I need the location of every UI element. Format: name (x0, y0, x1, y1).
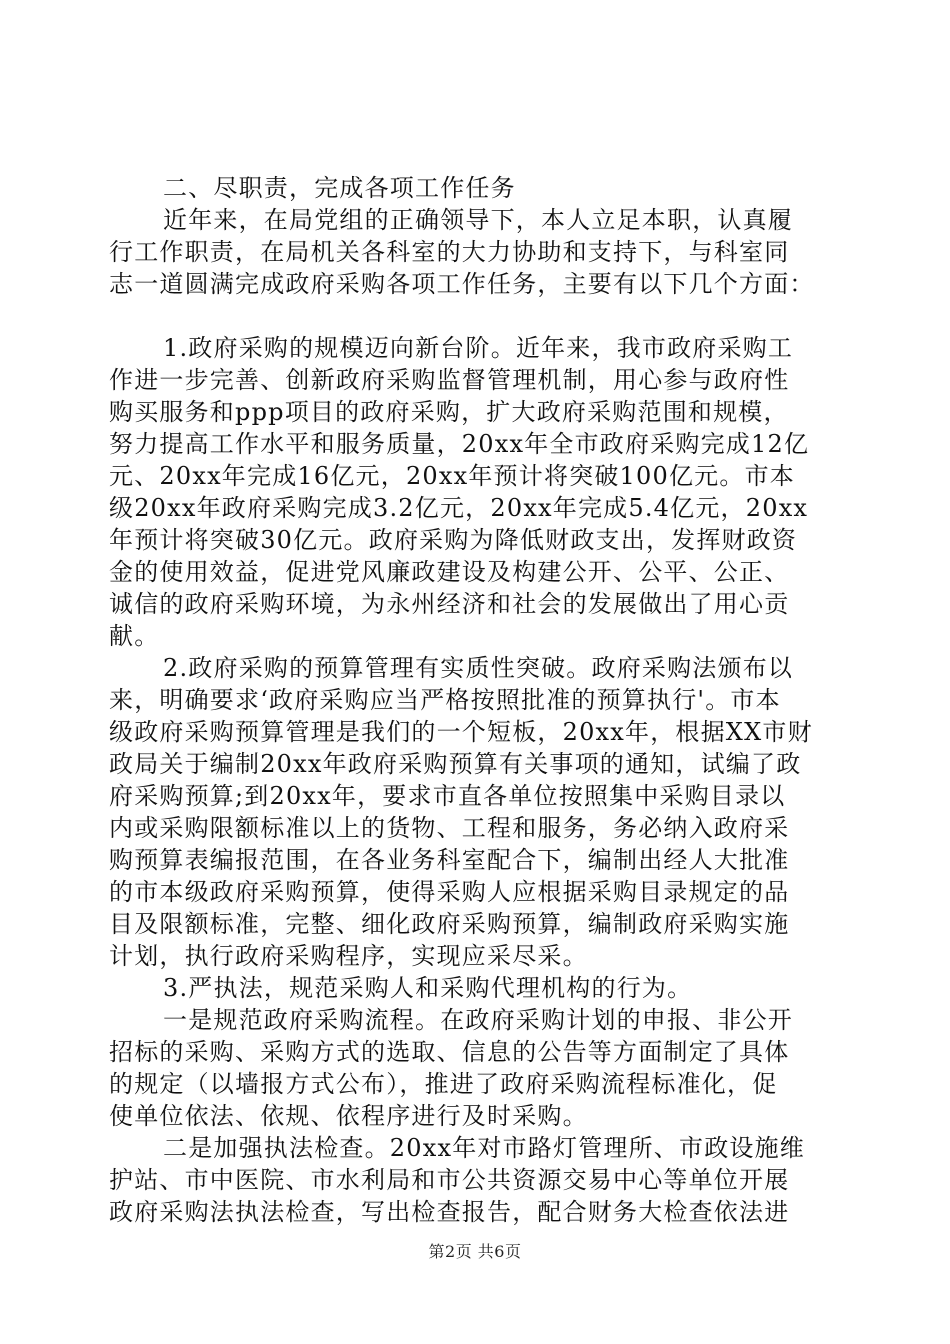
text-line: 元、20xx年完成16亿元，20xx年预计将突破100亿元。市本 (109, 462, 795, 490)
section-heading: 二、尽职责，完成各项工作任务 (163, 174, 516, 202)
text-line: 招标的采购、采购方式的选取、信息的公告等方面制定了具体 (109, 1038, 790, 1066)
document-body (109, 172, 837, 1228)
text-line: 2.政府采购的预算管理有实质性突破。政府采购法颁布以 (163, 654, 794, 682)
text-line: 使单位依法、依规、依程序进行及时采购。 (109, 1102, 588, 1130)
text-line: 内或采购限额标准以上的货物、工程和服务，务必纳入政府采 (109, 814, 790, 842)
text-line: 诚信的政府采购环境，为永州经济和社会的发展做出了用心贡 (109, 590, 790, 618)
text-line: 志一道圆满完成政府采购各项工作任务，主要有以下几个方面： (109, 270, 815, 298)
text-line: 的市本级政府采购预算，使得采购人应根据采购目录规定的品 (109, 878, 790, 906)
text-line: 3.严执法，规范采购人和采购代理机构的行为。 (163, 974, 693, 1002)
text-line: 目及限额标准，完整、细化政府采购预算，编制政府采购实施 (109, 910, 790, 938)
text-line: 购买服务和ppp项目的政府采购，扩大政府采购范围和规模， (109, 398, 789, 426)
text-line: 来，明确要求‘政府采购应当严格按照批准的预算执行'。市本 (109, 686, 781, 714)
paragraph-gap (109, 300, 837, 332)
text-line: 献。 (109, 622, 160, 650)
text-line: 级20xx年政府采购完成3.2亿元，20xx年完成5.4亿元，20xx (109, 494, 809, 522)
text-line: 政府采购法执法检查，写出检查报告，配合财务大检查依法进 (109, 1198, 790, 1226)
text-line: 级政府采购预算管理是我们的一个短板，20xx年，根据XX市财 (109, 718, 813, 746)
text-line: 计划，执行政府采购程序，实现应采尽采。 (109, 942, 588, 970)
text-line: 一是规范政府采购流程。在政府采购计划的申报、非公开 (163, 1006, 793, 1034)
text-line: 近年来，在局党组的正确领导下，本人立足本职，认真履 (163, 206, 793, 234)
text-line: 1.政府采购的规模迈向新台阶。近年来，我市政府采购工 (163, 334, 794, 362)
text-line: 政局关于编制20xx年政府采购预算有关事项的通知，试编了政 (109, 750, 802, 778)
text-line: 努力提高工作水平和服务质量，20xx年全市政府采购完成12亿 (109, 430, 810, 458)
text-line: 年预计将突破30亿元。政府采购为降低财政支出，发挥财政资 (109, 526, 798, 554)
text-line: 作进一步完善、创新政府采购监督管理机制，用心参与政府性 (109, 366, 790, 394)
text-line: 的规定（以墙报方式公布），推进了政府采购流程标准化，促 (109, 1070, 778, 1098)
text-line: 二是加强执法检查。20xx年对市路灯管理所、市政设施维 (163, 1134, 806, 1162)
text-line: 府采购预算;到20xx年，要求市直各单位按照集中采购目录以 (109, 782, 786, 810)
text-line: 金的使用效益，促进党风廉政建设及构建公开、公平、公正、 (109, 558, 790, 586)
page-number-footer: 第2页 共6页 (428, 1242, 522, 1261)
text-line: 护站、市中医院、市水利局和市公共资源交易中心等单位开展 (109, 1166, 790, 1194)
text-line: 行工作职责，在局机关各科室的大力协助和支持下，与科室同 (109, 238, 790, 266)
text-line: 购预算表编报范围，在各业务科室配合下，编制出经人大批准 (109, 846, 790, 874)
